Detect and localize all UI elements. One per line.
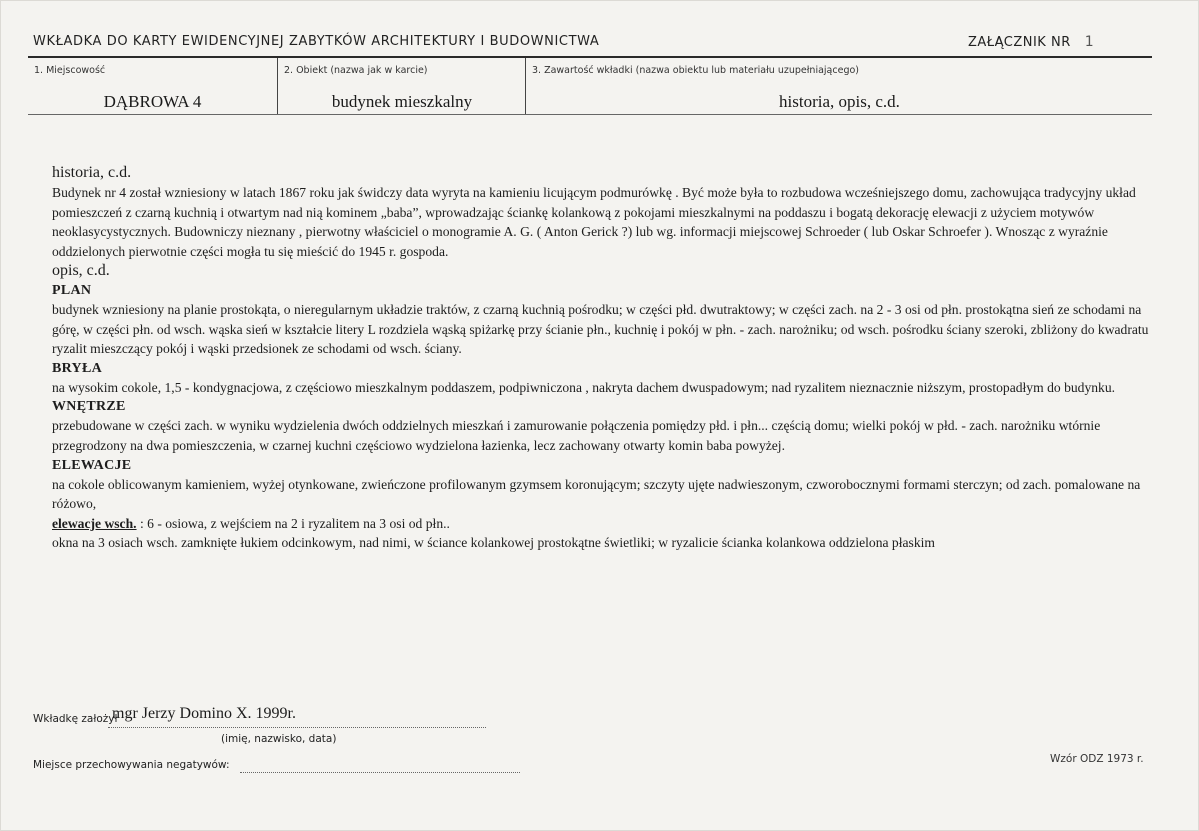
annex-label: ZAŁĄCZNIK NR bbox=[968, 35, 1071, 50]
description-heading: opis, c.d. bbox=[52, 262, 110, 280]
section-title-bryla: BRYŁA bbox=[52, 360, 103, 376]
object-field bbox=[277, 58, 526, 114]
east-elevation-text-2: okna na 3 osiach wsch. zamknięte łukiem odcinkowym, nad nimi, w ściance kolankowej prostokątne świetliki; w ryzalicie ścianka kolankowa oddzielona płaskim bbox=[52, 535, 935, 551]
section-title-plan: PLAN bbox=[52, 282, 92, 298]
east-elevation-label: elewacje wsch. bbox=[52, 515, 137, 531]
content-field bbox=[525, 58, 1153, 114]
object-label: 2. Obiekt (nazwa jak w karcie) bbox=[284, 65, 428, 76]
annex-number: 1 bbox=[1084, 34, 1095, 50]
section-title-elewacje: ELEWACJE bbox=[52, 457, 132, 473]
storage-dotted-line bbox=[240, 772, 520, 773]
section-text-plan: budynek wzniesiony na planie prostokąta, o nieregularnym układzie traktów, z czarną kuchnią pośrodku; w części płd. dwutraktowy; w części zach. na 2 - 3 osi od płn. prostokątna sień ze schodami na górę, w części płn. od wsch. wąska sień w kształcie litery L rozdziela wąską spiżarkę przy ścianie płn., kuchnię i pokój w płn. - zach. narożniku; od wsch. pośrodku ściany szeroki, zbliżony do kwadratu ryzalit mieszczący pokój i wąski przedsionek ze schodami od wsch. ściany. bbox=[52, 301, 1149, 357]
place-field bbox=[28, 58, 277, 114]
section-title-wnetrze: WNĘTRZE bbox=[52, 399, 126, 415]
author-label: Wkładkę założył bbox=[33, 713, 118, 725]
east-elevation-line bbox=[52, 514, 1152, 534]
section-text-elewacje: na cokole oblicowanym kamieniem, wyżej otynkowane, zwieńczone profilowanym gzymsem koronującym; szczyty ujęte nadwieszonym, czworobocznymi formami sterczyn; od zach. pomalowane na różowo, bbox=[52, 476, 1141, 512]
document-body bbox=[52, 163, 1152, 553]
history-text: Budynek nr 4 został wzniesiony w latach 1867 roku jak świdczy data wyryta na kamieniu licującym podmurówkę . Być może była to rozbudowa wcześniejszego domu, zachowująca tradycyjny układ pomieszczeń z czarną kuchnią i otwartym nad nią kominem „baba”, wprowadzając ściankę kolankową z pokojami mieszkalnymi na poddaszu i bogatą dekorację elewacji z użyciem motywów neoklasycystycznych. Budowniczy nieznany , pierwotny właściciel o monogramie A. G. ( Anton Gerick ?) lub wg. informacji miejscowej Schroeder ( lub Oskar Schroefer ). Wnosząc z wyraźnie oddzielonych pierwotnie części mogła tu się mieścić do 1945 r. gospoda. bbox=[52, 185, 1136, 259]
form-code: Wzór ODZ 1973 r. bbox=[1050, 753, 1144, 765]
place-value: DĄBROWA 4 bbox=[103, 92, 202, 111]
place-label: 1. Miejscowość bbox=[34, 65, 106, 76]
author-hint: (imię, nazwisko, data) bbox=[221, 733, 337, 745]
content-value: historia, opis, c.d. bbox=[779, 92, 900, 111]
content-label: 3. Zawartość wkładki (nazwa obiektu lub materiału uzupełniającego) bbox=[532, 65, 859, 76]
object-value: budynek mieszkalny bbox=[331, 92, 473, 111]
section-text-bryla: na wysokim cokole, 1,5 - kondygnacjowa, z częściowo mieszkalnym poddaszem, podpiwniczona , nakryta dachem dwuspadowym; nad ryzalitem nieznacznie niższym, prostopadłym do budynku. bbox=[52, 379, 1116, 395]
document-title: WKŁADKA DO KARTY EWIDENCYJNEJ ZABYTKÓW ARCHITEKTURY I BUDOWNICTWA bbox=[33, 34, 600, 49]
fields-rule bbox=[28, 114, 1152, 115]
annex-label-group bbox=[968, 34, 1094, 50]
section-text-wnetrze: przebudowane w części zach. w wyniku wydzielenia dwóch oddzielnych mieszkań i zamurowanie połączenia pomiędzy płd. i płn... częścią domu; wielki pokój w płd. - zach. narożniku wtórnie przegrodzony na dwa pomieszczenia, w czarnej kuchni częściowo wydzielona łazienka, lecz zachowany otwarty komin baba powyżej. bbox=[52, 418, 1101, 453]
storage-label: Miejsce przechowywania negatywów: bbox=[33, 759, 230, 771]
history-heading: historia, c.d. bbox=[52, 164, 132, 181]
east-elevation-text: : 6 - osiowa, z wejściem na 2 i ryzalitem na 3 osi od płn.. bbox=[139, 515, 450, 531]
author-value: mgr Jerzy Domino X. 1999r. bbox=[112, 705, 296, 722]
author-dotted-line bbox=[108, 727, 486, 728]
